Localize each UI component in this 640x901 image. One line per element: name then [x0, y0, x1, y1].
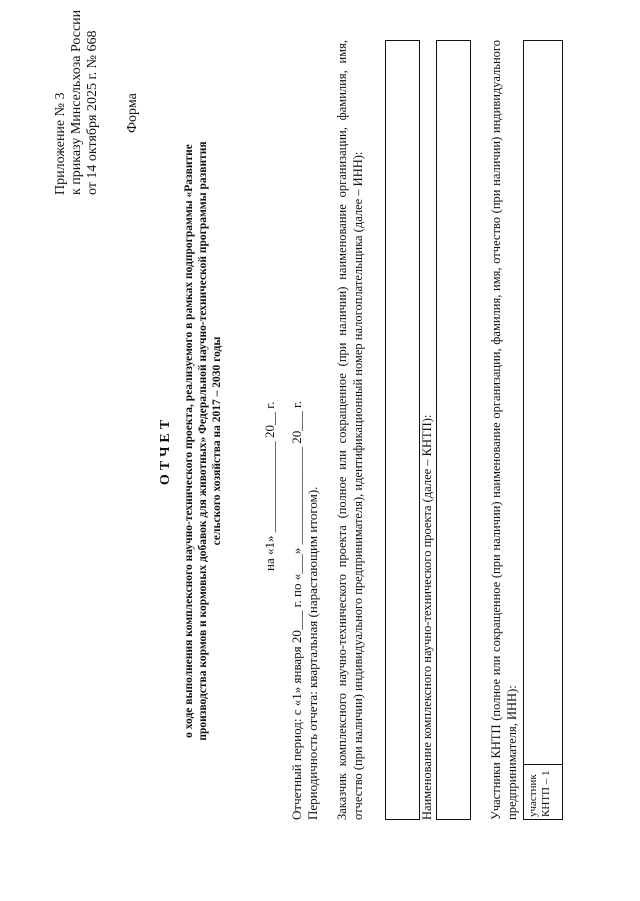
reporting-period: Отчетный период: с «1» января 20___ г. по «___» _______________ 20___ г. — [289, 400, 304, 820]
appendix-order-ref: к приказу Минсельхоза России — [69, 9, 84, 195]
project-name-label: Наименование комплексного научно-технического проекта (далее – КНТП): — [420, 414, 434, 820]
participant-1-label: участник КНТП – 1 — [524, 764, 562, 819]
participants-table — [523, 40, 563, 820]
project-name-input-box[interactable] — [436, 40, 471, 820]
reporting-period-block — [289, 401, 321, 820]
appendix-number: Приложение № 3 — [53, 92, 68, 195]
customer-description: Заказчик комплексного научно-технического проекта (полное или сокращенное (при наличии) наименование организации, фамилия, имя, отчество (при наличии) индивидуального предпринимателя), идентификационный номер налогоплательщика (далее – ИНН): — [335, 40, 365, 820]
appendix-header — [53, 5, 101, 195]
report-periodicity: Периодичность отчета: квартальная (нарастающим итогом). — [305, 486, 320, 820]
report-title: ОТЧЕТ — [158, 415, 173, 486]
participants-description: Участники КНТП (полное или сокращенное (при наличии) наименование организации, фамилия, имя, отчество (при наличии) индивидуального предпринимателя, ИНН): — [489, 40, 519, 820]
appendix-order-date: от 14 октября 2025 г. № 668 — [85, 30, 100, 195]
report-date-line: на «1» ______________ 20__ г. — [262, 401, 277, 571]
report-subtitle: о ходе выполнения комплексного научно-технического проекта, реализуемого в рамках подпрограммы «Развитие производства кормов и кормовых добавок для животных» Федеральной научно-технической программы развития сельского хозяйства на 2017 – 2030 годы — [183, 141, 223, 741]
form-label: Форма — [125, 93, 140, 133]
participant-1-input[interactable] — [524, 41, 562, 764]
customer-input-box[interactable] — [385, 40, 420, 820]
